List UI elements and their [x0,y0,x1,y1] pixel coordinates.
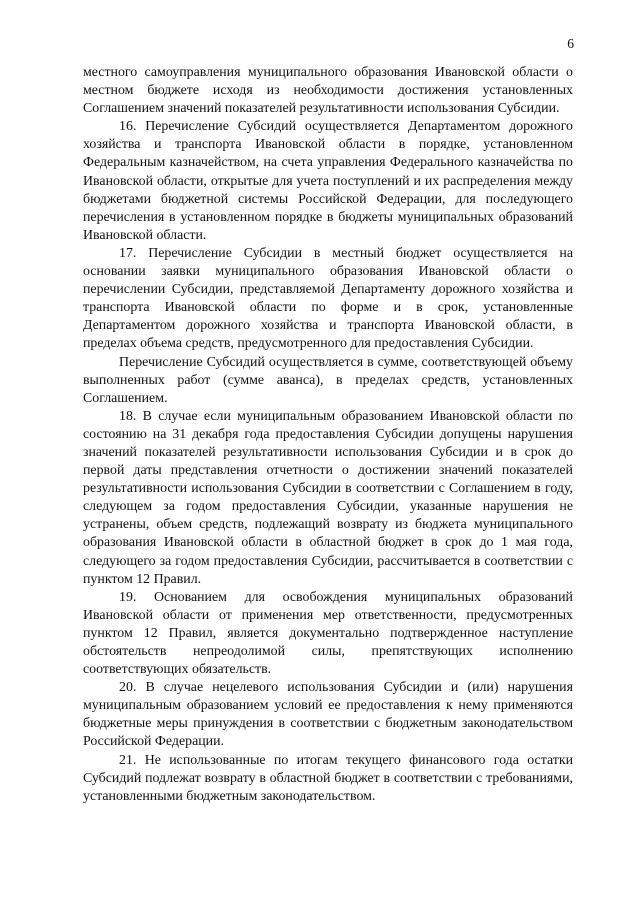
paragraph-19: 19. Основанием для освобождения муниципальных образований Ивановской области от применения мер ответственности, предусмотренных пунктом 12 Правил, является документально подтвержденное наступление обстоятельств непреодолимой силы, препятствующих исполнению соответствующих обязательств. [83,589,573,678]
paragraph-17-amount: Перечисление Субсидий осуществляется в сумме, соответствующей объему выполненных работ (сумме аванса), в пределах средств, установленных Соглашением. [83,354,573,406]
page-number: 6 [567,36,574,51]
paragraph-20: 20. В случае нецелевого использования Субсидии и (или) нарушения муниципальным образованием условий ее предоставления к нему применяются бюджетные меры принуждения в соответствии с бюджетным законодательством Российской Федерации. [83,680,573,750]
paragraph-continuation: местного самоуправления муниципального образования Ивановской области о местном бюджете исходя из необходимости достижения установленных Соглашением значений показателей результативности использования Субсидии. [83,65,573,117]
paragraph-18: 18. В случае если муниципальным образованием Ивановской области по состоянию на 31 декабря года предоставления Субсидии допущены нарушения значений показателей результативности использования Субсидии и в срок до первой даты представления отчетности о достижении значений показателей результативности использования Субсидии в соответствии с Соглашением в году, следующем за годом предоставления Субсидии, указанные нарушения не устранены, объем средств, подлежащий возврату из бюджета муниципального образования Ивановской области в областной бюджет в срок до 1 мая года, следующего за годом предоставления Субсидии, рассчитывается в соответствии с пунктом 12 Правил. [83,408,573,587]
paragraph-16: 16. Перечисление Субсидий осуществляется Департаментом дорожного хозяйства и транспорта Ивановской области в порядке, установленном Федеральным казначейством, на счета управления Федерального казначейства по Ивановской области, открытые для учета поступлений и их распределения между бюджетами бюджетной системы Российской Федерации, для последующего перечисления в установленном порядке в бюджеты муниципальных образований Ивановской области. [83,119,573,243]
paragraph-17: 17. Перечисление Субсидии в местный бюджет осуществляется на основании заявки муниципального образования Ивановской области о перечислении Субсидии, представляемой Департаменту дорожного хозяйства и транспорта Ивановской области по форме и в срок, установленные Департаментом дорожного хозяйства и транспорта Ивановской области, в пределах объема средств, предусмотренного для предоставления Субсидии. [83,245,573,352]
paragraph-21: 21. Не использованные по итогам текущего финансового года остатки Субсидий подлежат возврату в областной бюджет в соответствии с требованиями, установленными бюджетным законодательством. [83,752,573,804]
document-body [83,64,573,806]
